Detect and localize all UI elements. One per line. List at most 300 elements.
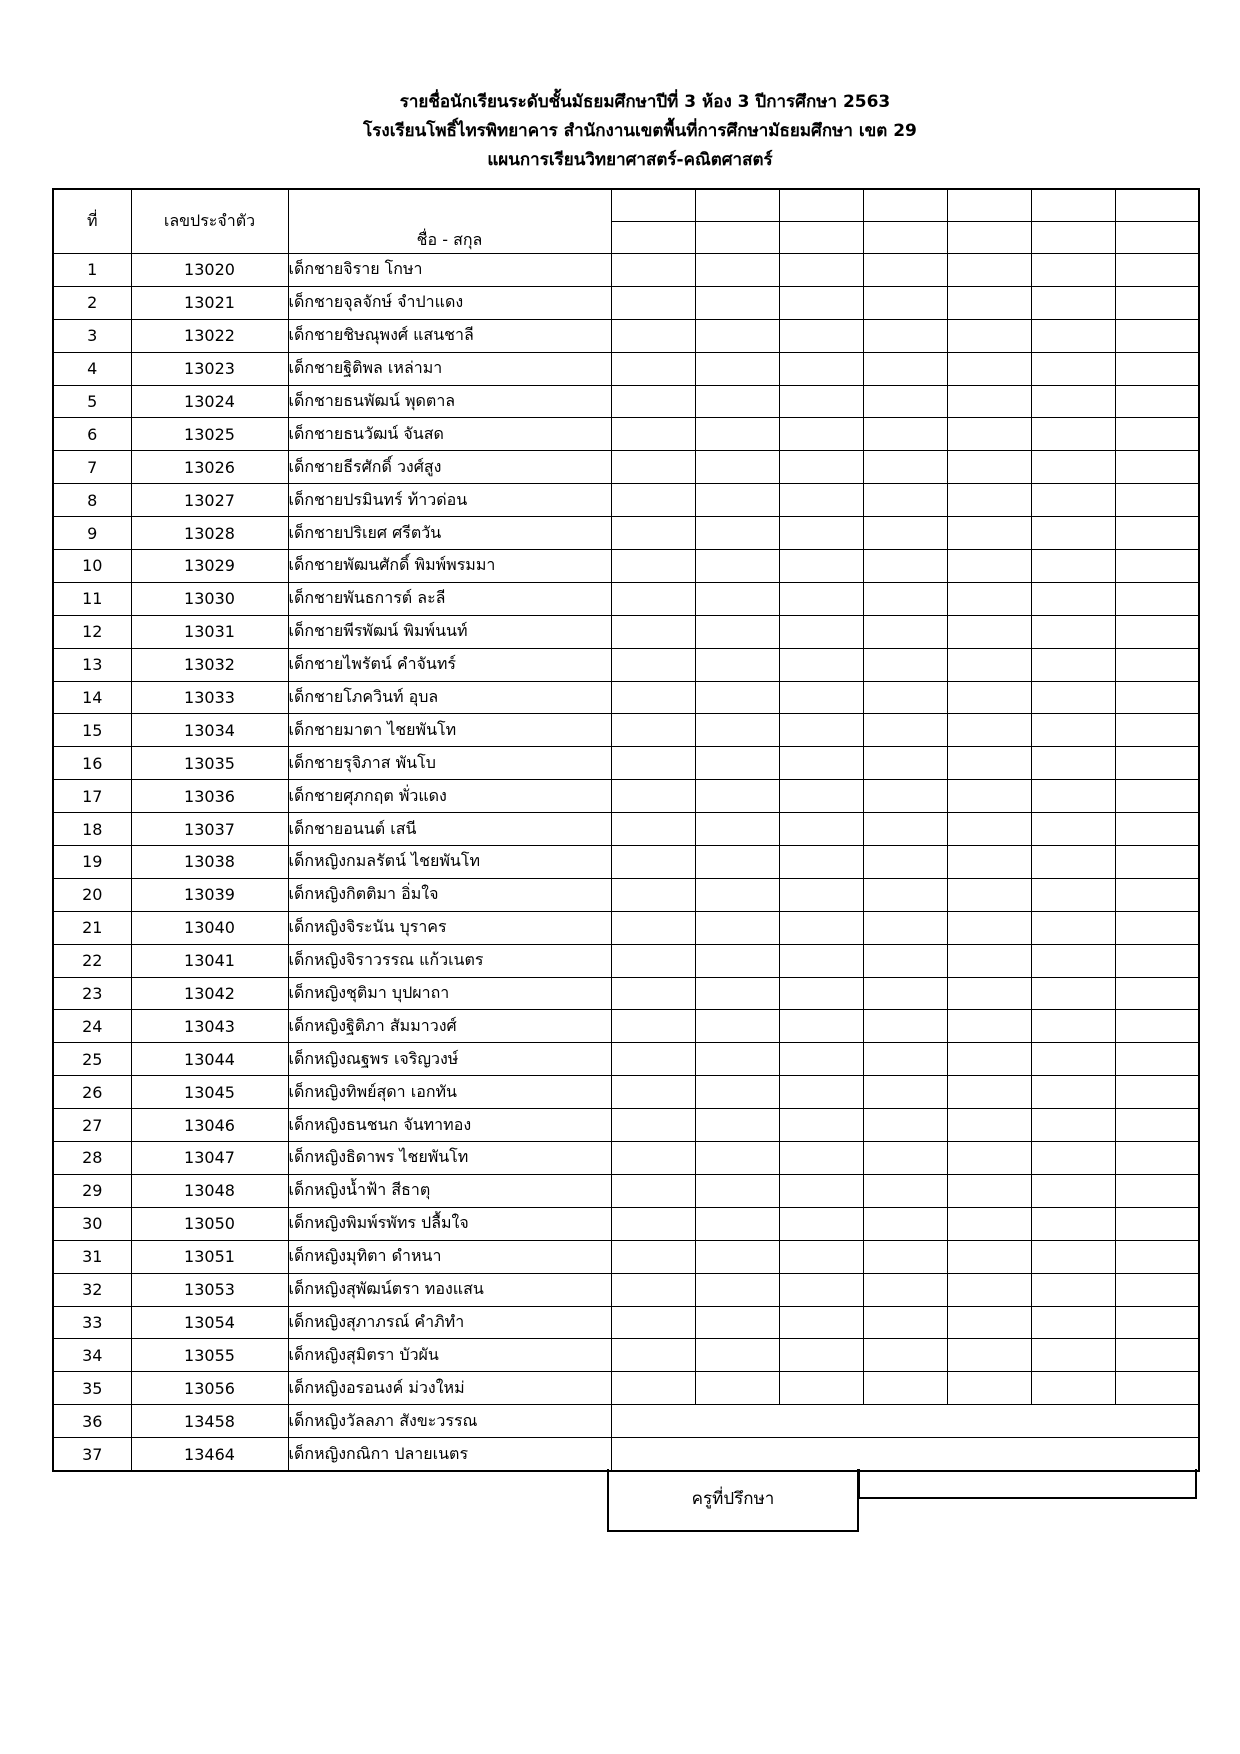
blank-grid-cell — [695, 878, 779, 911]
blank-grid-cell — [1115, 648, 1199, 681]
blank-grid-cell — [695, 582, 779, 615]
blank-grid-cell — [947, 846, 1031, 879]
blank-grid-cell — [1031, 451, 1115, 484]
student-id: 13032 — [131, 648, 288, 681]
blank-header-cell — [947, 189, 1031, 222]
blank-grid-cell — [611, 352, 695, 385]
blank-grid-cell — [947, 681, 1031, 714]
blank-grid-cell — [1031, 1043, 1115, 1076]
blank-grid-cell — [611, 484, 695, 517]
blank-grid-cell — [863, 385, 947, 418]
student-name: เด็กหญิงกิตติมา อิ่มใจ — [288, 878, 611, 911]
student-name: เด็กหญิงธนชนก จันทาทอง — [288, 1109, 611, 1142]
student-name: เด็กชายฐิติพล เหล่ามา — [288, 352, 611, 385]
blank-header-cell — [779, 189, 863, 222]
blank-grid-cell — [1031, 517, 1115, 550]
student-id: 13050 — [131, 1207, 288, 1240]
student-name: เด็กชายจุลจักษ์ จำปาแดง — [288, 286, 611, 319]
row-number: 16 — [53, 747, 131, 780]
blank-grid-cell — [947, 714, 1031, 747]
table-row — [53, 1306, 1199, 1339]
blank-grid-cell — [1115, 1273, 1199, 1306]
blank-grid-cell — [1031, 1076, 1115, 1109]
blank-grid-cell — [779, 911, 863, 944]
table-row — [53, 780, 1199, 813]
student-id: 13055 — [131, 1339, 288, 1372]
student-id: 13026 — [131, 451, 288, 484]
blank-grid-cell — [695, 780, 779, 813]
student-name: เด็กชายพัฒนศักดิ์ พิมพ์พรมมา — [288, 550, 611, 583]
blank-grid-cell — [611, 878, 695, 911]
blank-grid-cell — [947, 878, 1031, 911]
student-name: เด็กชายธนวัฒน์ จันสด — [288, 418, 611, 451]
blank-grid-cell — [695, 418, 779, 451]
blank-grid-cell — [1115, 1372, 1199, 1405]
table-row — [53, 1076, 1199, 1109]
blank-grid-cell — [779, 747, 863, 780]
table-row — [53, 714, 1199, 747]
column-header-name: ชื่อ - สกุล — [288, 189, 611, 254]
table-row — [53, 1438, 1199, 1471]
blank-grid-cell — [1115, 418, 1199, 451]
blank-grid-cell — [611, 550, 695, 583]
blank-grid-cell — [779, 1207, 863, 1240]
blank-grid-cell — [1115, 484, 1199, 517]
blank-grid-cell — [863, 977, 947, 1010]
blank-grid-cell — [695, 385, 779, 418]
student-name: เด็กหญิงชุติมา บุปผาถา — [288, 977, 611, 1010]
table-row — [53, 846, 1199, 879]
table-row — [53, 1142, 1199, 1175]
blank-grid-cell — [695, 1010, 779, 1043]
blank-grid-cell — [863, 1207, 947, 1240]
blank-grid-cell — [863, 352, 947, 385]
row-number: 5 — [53, 385, 131, 418]
row-number: 22 — [53, 944, 131, 977]
column-header-student-id: เลขประจำตัว — [131, 189, 288, 254]
blank-grid-cell — [1115, 1339, 1199, 1372]
blank-grid-cell — [779, 1240, 863, 1273]
student-id: 13038 — [131, 846, 288, 879]
row-number: 21 — [53, 911, 131, 944]
student-name: เด็กหญิงมุทิตา ดำหนา — [288, 1240, 611, 1273]
blank-grid-cell — [863, 681, 947, 714]
blank-grid-cell — [611, 780, 695, 813]
blank-grid-cell — [779, 1372, 863, 1405]
blank-header-cell — [695, 222, 779, 254]
row-number: 37 — [53, 1438, 131, 1471]
blank-grid-cell — [863, 944, 947, 977]
blank-grid-cell — [1031, 878, 1115, 911]
blank-grid-cell — [1115, 1076, 1199, 1109]
blank-grid-cell — [779, 780, 863, 813]
blank-grid-cell — [947, 911, 1031, 944]
student-id: 13054 — [131, 1306, 288, 1339]
blank-grid-cell — [863, 451, 947, 484]
student-name: เด็กชายพันธการต์ ละลี — [288, 582, 611, 615]
blank-grid-cell — [863, 714, 947, 747]
row-number: 36 — [53, 1405, 131, 1438]
student-id: 13045 — [131, 1076, 288, 1109]
blank-grid-cell — [611, 911, 695, 944]
blank-grid-cell — [1031, 1174, 1115, 1207]
blank-grid-cell — [695, 550, 779, 583]
student-id: 13031 — [131, 615, 288, 648]
blank-grid-cell — [611, 254, 695, 287]
student-name: เด็กชายธนพัฒน์ พุดตาล — [288, 385, 611, 418]
blank-grid-cell — [947, 286, 1031, 319]
student-name: เด็กหญิงกมลรัตน์ ไชยพันโท — [288, 846, 611, 879]
blank-grid-cell — [947, 747, 1031, 780]
student-id: 13043 — [131, 1010, 288, 1043]
student-id: 13035 — [131, 747, 288, 780]
blank-grid-cell — [611, 977, 695, 1010]
blank-header-cell — [863, 189, 947, 222]
blank-grid-cell — [611, 1306, 695, 1339]
blank-grid-cell — [863, 846, 947, 879]
blank-grid-cell — [1115, 977, 1199, 1010]
blank-grid-cell — [863, 1372, 947, 1405]
blank-grid-cell — [779, 1043, 863, 1076]
blank-grid-cell — [695, 1339, 779, 1372]
row-number: 15 — [53, 714, 131, 747]
row-number: 11 — [53, 582, 131, 615]
table-row — [53, 385, 1199, 418]
student-name: เด็กหญิงจิระนัน บุราคร — [288, 911, 611, 944]
blank-grid-cell — [863, 878, 947, 911]
student-name: เด็กชายอนนต์ เสนี — [288, 813, 611, 846]
blank-merged-cell — [611, 1438, 1199, 1471]
blank-grid-cell — [947, 1273, 1031, 1306]
blank-grid-cell — [611, 747, 695, 780]
blank-grid-cell — [779, 1174, 863, 1207]
blank-grid-cell — [947, 484, 1031, 517]
table-row — [53, 352, 1199, 385]
blank-grid-cell — [863, 1043, 947, 1076]
blank-grid-cell — [695, 813, 779, 846]
student-id: 13034 — [131, 714, 288, 747]
student-name: เด็กหญิงธิดาพร ไชยพันโท — [288, 1142, 611, 1175]
blank-grid-cell — [611, 813, 695, 846]
blank-grid-cell — [863, 319, 947, 352]
blank-grid-cell — [611, 648, 695, 681]
row-number: 25 — [53, 1043, 131, 1076]
blank-grid-cell — [611, 1142, 695, 1175]
blank-grid-cell — [947, 615, 1031, 648]
row-number: 31 — [53, 1240, 131, 1273]
blank-grid-cell — [779, 648, 863, 681]
student-id: 13464 — [131, 1438, 288, 1471]
row-number: 9 — [53, 517, 131, 550]
student-id: 13030 — [131, 582, 288, 615]
table-row — [53, 1207, 1199, 1240]
blank-grid-cell — [779, 1142, 863, 1175]
table-row — [53, 451, 1199, 484]
blank-grid-cell — [863, 1076, 947, 1109]
row-number: 6 — [53, 418, 131, 451]
blank-grid-cell — [611, 286, 695, 319]
blank-grid-cell — [779, 286, 863, 319]
blank-grid-cell — [695, 648, 779, 681]
blank-grid-cell — [1115, 451, 1199, 484]
student-name: เด็กหญิงวัลลภา สังขะวรรณ — [288, 1405, 611, 1438]
blank-grid-cell — [611, 1372, 695, 1405]
table-row — [53, 878, 1199, 911]
blank-grid-cell — [1031, 1339, 1115, 1372]
blank-grid-cell — [1031, 615, 1115, 648]
blank-grid-cell — [1031, 911, 1115, 944]
blank-grid-cell — [1031, 813, 1115, 846]
blank-grid-cell — [779, 1109, 863, 1142]
blank-grid-cell — [611, 714, 695, 747]
blank-grid-cell — [1031, 254, 1115, 287]
row-number: 7 — [53, 451, 131, 484]
blank-grid-cell — [695, 451, 779, 484]
blank-grid-cell — [779, 550, 863, 583]
row-number: 2 — [53, 286, 131, 319]
student-id: 13056 — [131, 1372, 288, 1405]
blank-grid-cell — [947, 582, 1031, 615]
blank-grid-cell — [695, 1372, 779, 1405]
blank-grid-cell — [779, 451, 863, 484]
blank-grid-cell — [1115, 681, 1199, 714]
blank-grid-cell — [1031, 484, 1115, 517]
blank-grid-cell — [947, 813, 1031, 846]
student-name: เด็กหญิงสุพัฒน์ตรา ทองแสน — [288, 1273, 611, 1306]
row-number: 29 — [53, 1174, 131, 1207]
blank-grid-cell — [779, 977, 863, 1010]
blank-grid-cell — [695, 747, 779, 780]
table-row — [53, 582, 1199, 615]
blank-grid-cell — [779, 714, 863, 747]
blank-grid-cell — [1115, 615, 1199, 648]
blank-grid-cell — [611, 1207, 695, 1240]
row-number: 34 — [53, 1339, 131, 1372]
blank-grid-cell — [611, 1174, 695, 1207]
student-id: 13022 — [131, 319, 288, 352]
blank-grid-cell — [779, 1010, 863, 1043]
row-number: 4 — [53, 352, 131, 385]
blank-grid-cell — [695, 1109, 779, 1142]
table-row — [53, 484, 1199, 517]
blank-grid-cell — [1115, 352, 1199, 385]
blank-grid-cell — [1031, 846, 1115, 879]
row-number: 19 — [53, 846, 131, 879]
table-row — [53, 944, 1199, 977]
blank-grid-cell — [1115, 747, 1199, 780]
blank-grid-cell — [863, 780, 947, 813]
table-row — [53, 1109, 1199, 1142]
blank-grid-cell — [1115, 1010, 1199, 1043]
blank-grid-cell — [1031, 1207, 1115, 1240]
blank-grid-cell — [947, 1240, 1031, 1273]
row-number: 17 — [53, 780, 131, 813]
blank-grid-cell — [1031, 1109, 1115, 1142]
advisor-label: ครูที่ปรึกษา — [691, 1489, 775, 1509]
blank-grid-cell — [863, 1240, 947, 1273]
blank-grid-cell — [1031, 1306, 1115, 1339]
blank-header-cell — [1115, 222, 1199, 254]
blank-grid-cell — [611, 418, 695, 451]
blank-grid-cell — [779, 319, 863, 352]
row-number: 23 — [53, 977, 131, 1010]
column-header-number: ที่ — [53, 189, 131, 254]
student-name: เด็กหญิงณฐพร เจริญวงษ์ — [288, 1043, 611, 1076]
blank-grid-cell — [611, 1010, 695, 1043]
blank-grid-cell — [1031, 977, 1115, 1010]
blank-grid-cell — [611, 615, 695, 648]
blank-grid-cell — [863, 582, 947, 615]
student-name: เด็กหญิงพิมพ์รพัทร ปลื้มใจ — [288, 1207, 611, 1240]
document-header — [0, 88, 1240, 175]
blank-grid-cell — [779, 418, 863, 451]
row-number: 30 — [53, 1207, 131, 1240]
blank-grid-cell — [1031, 352, 1115, 385]
blank-merged-cell — [611, 1405, 1199, 1438]
blank-grid-cell — [947, 254, 1031, 287]
row-number: 24 — [53, 1010, 131, 1043]
blank-grid-cell — [863, 1142, 947, 1175]
blank-grid-cell — [947, 1109, 1031, 1142]
blank-grid-cell — [863, 648, 947, 681]
blank-grid-cell — [695, 1043, 779, 1076]
blank-grid-cell — [695, 1306, 779, 1339]
student-name: เด็กชายปริเยศ ศรีตวัน — [288, 517, 611, 550]
student-name: เด็กชายชิษณุพงศ์ แสนชาลี — [288, 319, 611, 352]
student-name: เด็กหญิงน้ำฟ้า สีธาตุ — [288, 1174, 611, 1207]
blank-grid-cell — [1115, 385, 1199, 418]
blank-grid-cell — [1031, 550, 1115, 583]
blank-grid-cell — [1115, 1240, 1199, 1273]
blank-header-cell — [695, 189, 779, 222]
row-number: 20 — [53, 878, 131, 911]
blank-grid-cell — [779, 681, 863, 714]
blank-grid-cell — [779, 254, 863, 287]
blank-grid-cell — [779, 1339, 863, 1372]
blank-grid-cell — [947, 352, 1031, 385]
student-id: 13028 — [131, 517, 288, 550]
blank-grid-cell — [779, 1306, 863, 1339]
blank-grid-cell — [1115, 846, 1199, 879]
blank-grid-cell — [947, 517, 1031, 550]
blank-grid-cell — [611, 582, 695, 615]
blank-grid-cell — [779, 582, 863, 615]
student-name: เด็กหญิงทิพย์สุดา เอกทัน — [288, 1076, 611, 1109]
blank-grid-cell — [1115, 878, 1199, 911]
blank-grid-cell — [947, 977, 1031, 1010]
row-number: 13 — [53, 648, 131, 681]
student-name: เด็กชายพีรพัฒน์ พิมพ์นนท์ — [288, 615, 611, 648]
row-number: 26 — [53, 1076, 131, 1109]
blank-grid-cell — [1115, 582, 1199, 615]
blank-grid-cell — [863, 615, 947, 648]
student-id: 13025 — [131, 418, 288, 451]
student-id: 13021 — [131, 286, 288, 319]
row-number: 8 — [53, 484, 131, 517]
blank-grid-cell — [947, 1306, 1031, 1339]
row-number: 3 — [53, 319, 131, 352]
table-row — [53, 550, 1199, 583]
blank-grid-cell — [1031, 714, 1115, 747]
blank-grid-cell — [611, 451, 695, 484]
student-id: 13053 — [131, 1273, 288, 1306]
blank-grid-cell — [863, 1174, 947, 1207]
blank-grid-cell — [947, 648, 1031, 681]
blank-grid-cell — [1115, 780, 1199, 813]
blank-grid-cell — [779, 615, 863, 648]
table-row — [53, 1372, 1199, 1405]
blank-grid-cell — [1115, 911, 1199, 944]
blank-grid-cell — [1031, 1010, 1115, 1043]
student-name: เด็กชายรุจิภาส พันโบ — [288, 747, 611, 780]
header-row-top — [53, 189, 1199, 222]
blank-grid-cell — [1115, 254, 1199, 287]
blank-grid-cell — [611, 944, 695, 977]
table-row — [53, 977, 1199, 1010]
blank-grid-cell — [947, 1010, 1031, 1043]
blank-grid-cell — [779, 944, 863, 977]
row-number: 27 — [53, 1109, 131, 1142]
blank-grid-cell — [695, 615, 779, 648]
blank-grid-cell — [1115, 1142, 1199, 1175]
row-number: 28 — [53, 1142, 131, 1175]
table-row — [53, 747, 1199, 780]
student-id: 13039 — [131, 878, 288, 911]
table-row — [53, 254, 1199, 287]
blank-grid-cell — [863, 484, 947, 517]
student-name: เด็กชายโภควินท์ อุบล — [288, 681, 611, 714]
table-row — [53, 1010, 1199, 1043]
table-row — [53, 1405, 1199, 1438]
student-id: 13033 — [131, 681, 288, 714]
blank-grid-cell — [1031, 780, 1115, 813]
blank-grid-cell — [695, 1174, 779, 1207]
blank-grid-cell — [1031, 1142, 1115, 1175]
student-id: 13051 — [131, 1240, 288, 1273]
student-id: 13036 — [131, 780, 288, 813]
table-row — [53, 1043, 1199, 1076]
blank-grid-cell — [947, 319, 1031, 352]
table-row — [53, 615, 1199, 648]
blank-grid-cell — [1115, 714, 1199, 747]
blank-grid-cell — [947, 550, 1031, 583]
blank-grid-cell — [947, 944, 1031, 977]
student-name: เด็กหญิงจิราวรรณ แก้วเนตร — [288, 944, 611, 977]
blank-grid-cell — [695, 1273, 779, 1306]
table-row — [53, 911, 1199, 944]
blank-grid-cell — [947, 1142, 1031, 1175]
blank-header-cell — [779, 222, 863, 254]
blank-grid-cell — [695, 254, 779, 287]
blank-grid-cell — [1115, 1207, 1199, 1240]
table-row — [53, 418, 1199, 451]
blank-grid-cell — [1115, 1306, 1199, 1339]
blank-grid-cell — [611, 846, 695, 879]
student-id: 13047 — [131, 1142, 288, 1175]
row-number: 10 — [53, 550, 131, 583]
table-row — [53, 1174, 1199, 1207]
blank-grid-cell — [947, 780, 1031, 813]
blank-grid-cell — [863, 813, 947, 846]
blank-grid-cell — [695, 1076, 779, 1109]
blank-grid-cell — [863, 418, 947, 451]
title-class-line: รายชื่อนักเรียนระดับชั้นมัธยมศึกษาปีที่ 3 ห้อง 3 ปีการศึกษา 2563 — [399, 92, 891, 112]
student-id: 13029 — [131, 550, 288, 583]
blank-grid-cell — [1115, 813, 1199, 846]
row-number: 18 — [53, 813, 131, 846]
advisor-signature-box — [607, 1469, 859, 1532]
blank-grid-cell — [947, 1174, 1031, 1207]
